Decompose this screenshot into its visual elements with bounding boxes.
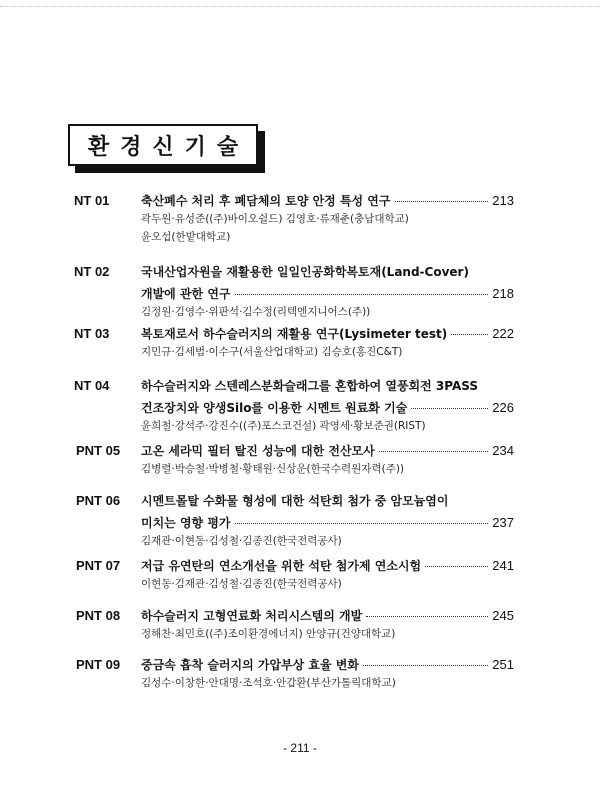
entry-authors: 지민규·김세범·이수구(서울산업대학교) 김승호(홍진C&T): [141, 346, 403, 358]
entry-authors: 김정원·김영수·위판석·김수정(리텍엔지니어스(주)): [141, 306, 371, 318]
leader-dots: [235, 523, 489, 524]
entry-authors: 이현동·김재관·김성철·김종진(한국전력공사): [141, 578, 342, 590]
entry-code: PNT 06: [76, 493, 121, 508]
entry-title-line: [141, 263, 469, 280]
entry-code: NT 03: [74, 326, 110, 341]
entry-title-text: 하수슬러지 고형연료화 처리시스템의 개발: [141, 609, 363, 623]
leader-dots: [411, 408, 488, 409]
page-number: - 211 -: [283, 741, 317, 755]
entry-title-text: 하수슬러지와 스텐레스분화슬래그를 혼합하여 열풍회전 3PASS: [141, 379, 478, 393]
section-heading: 환경신기술: [87, 134, 250, 160]
entry-title-text: 축산폐수 처리 후 폐담체의 토양 안정 특성 연구: [141, 194, 391, 208]
entry-title-text: 미치는 영향 평가: [141, 516, 231, 530]
leader-dots: [363, 665, 488, 666]
leader-dots: [235, 294, 489, 295]
entry-title-text: 개발에 관한 연구: [141, 287, 231, 301]
leader-dots: [451, 334, 488, 335]
entry-authors: 윤희철·강석주·강진수((주)포스코건설) 곽영세·황보준권(RIST): [141, 420, 426, 432]
entry-title-line: [141, 656, 514, 673]
section-heading-box: [68, 124, 258, 166]
entry-title-line: [141, 492, 448, 509]
entry-page-number[interactable]: 226: [492, 400, 514, 415]
entry-title-text: 국내산업자원을 재활용한 일일인공화학복토재(Land-Cover): [141, 265, 469, 279]
entry-title-text: 저급 유연탄의 연소개선을 위한 석탄 첨가제 연소시험: [141, 559, 422, 573]
entry-title-text: 고온 세라믹 필터 탈진 성능에 대한 전산모사: [141, 444, 375, 458]
entry-authors: 김재관·이현동·김성철·김종진(한국전력공사): [141, 535, 342, 547]
entry-title-text: 중금속 흡착 슬러지의 가압부상 효율 변화: [141, 658, 359, 672]
entry-title-line: [141, 442, 514, 459]
entry-title-line: [141, 557, 514, 574]
entry-title-line: [141, 192, 514, 209]
entry-authors: 김병렬·박승철·박병철·황태원·신상운(한국수력원자력(주)): [141, 463, 405, 475]
entry-code: PNT 05: [76, 443, 121, 458]
entry-code: PNT 07: [76, 558, 121, 573]
entry-page-number[interactable]: 222: [492, 326, 514, 341]
leader-dots: [425, 566, 488, 567]
entry-page-number[interactable]: 218: [492, 286, 514, 301]
entry-title-line: [141, 325, 514, 342]
leader-dots: [395, 201, 489, 202]
entry-page-number[interactable]: 245: [492, 608, 514, 623]
entry-code: PNT 09: [76, 657, 121, 672]
entry-code: NT 04: [74, 378, 110, 393]
entry-title-text: 복토재로서 하수슬러지의 재활용 연구(Lysimeter test): [141, 327, 448, 341]
entry-page-number[interactable]: 251: [492, 657, 514, 672]
entry-title-line: [141, 607, 514, 624]
entry-code: NT 01: [74, 193, 110, 208]
entry-authors: 곽두원·유성준((주)바이오쉴드) 김영호·류재춘(충남대학교): [141, 213, 409, 225]
entry-title-line: [141, 399, 514, 416]
entry-authors: 김성수·이창한·안대명·조석호·안갑환(부산가톨릭대학교): [141, 677, 396, 689]
entry-authors: 윤오섭(한밭대학교): [141, 231, 231, 243]
entry-code: PNT 08: [76, 608, 121, 623]
top-border: [0, 0, 600, 7]
entry-title-text: 건조장치와 양생Silo를 이용한 시멘트 원료화 기술: [141, 401, 408, 415]
entry-authors: 정해찬·최민호((주)조이환경에너지) 안양규(건양대학교): [141, 628, 396, 640]
entry-page-number[interactable]: 234: [492, 443, 514, 458]
entry-title-text: 시멘트몰탈 수화물 형성에 대한 석탄회 첨가 중 암모늄염이: [141, 494, 449, 508]
entry-page-number[interactable]: 237: [492, 515, 514, 530]
entry-page-number[interactable]: 241: [492, 558, 514, 573]
entry-page-number[interactable]: 213: [492, 193, 514, 208]
leader-dots: [379, 451, 489, 452]
entry-code: NT 02: [74, 264, 110, 279]
entry-title-line: [141, 285, 514, 302]
entry-title-line: [141, 514, 514, 531]
entry-title-line: [141, 377, 478, 394]
leader-dots: [366, 616, 488, 617]
